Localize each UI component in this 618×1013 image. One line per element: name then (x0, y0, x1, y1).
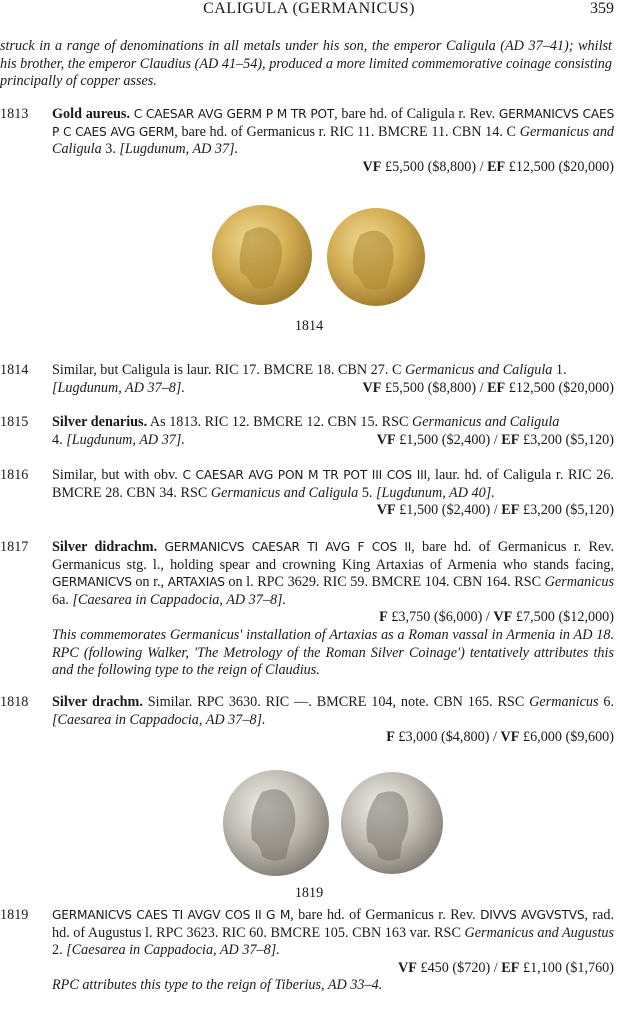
catalogue-entry-1818 (0, 694, 614, 747)
ref-number: 1. (555, 362, 567, 378)
price: £1,100 ($1,760) (522, 959, 614, 976)
mint-date: [Caesarea in Cappadocia, AD 37–8]. (52, 711, 266, 728)
denomination: Silver drachm. (52, 694, 143, 710)
page-title: CALIGULA (GERMANICUS) (203, 0, 415, 17)
grade: EF (487, 158, 506, 175)
grade: VF (376, 431, 396, 448)
denomination: Silver didrachm. (52, 539, 158, 555)
price: £3,000 ($4,800) (398, 729, 490, 746)
references: on l. RPC 3629. RIC 59. BMCRE 104. CBN 164. RSC (228, 574, 542, 591)
ref-title: Germanicus and Caligula (210, 484, 359, 501)
entry-number: 1816 (0, 467, 29, 483)
grade: EF (501, 959, 520, 976)
reverse-legend: DIVVS AVGVSTVS (480, 908, 585, 922)
grade: VF (362, 379, 382, 396)
figure-caption: 1819 (294, 885, 324, 901)
description: Similar, but with obv. (52, 467, 178, 483)
ref-title: Germanicus and Caligula (52, 123, 615, 158)
reverse-legend: GERMANICVS CAES P C CAES AVG GERM (52, 107, 614, 139)
entry-number: 1815 (0, 414, 29, 430)
grade: VF (362, 158, 382, 175)
description: , bare hd. of Germanicus r. Rev. Germanicus stg. l., holding spear and crowning King Artaxias of Armenia who stands facing, (52, 539, 615, 573)
mint-date: [Lugdunum, AD 37–8]. (52, 379, 185, 396)
denomination: Silver denarius. (52, 414, 148, 430)
intro-paragraph: struck in a range of denominations in all metals under his son, the emperor Caligula (AD 37–41); whilst his brother, the emperor Claudius (AD 41–54), produced a more limited commemorative coinage consisting principally of copper asses. (0, 38, 612, 90)
price: £1,500 ($2,400) (399, 502, 491, 519)
description: , bare hd. of Germanicus r. Rev. (290, 907, 476, 923)
entry-number: 1817 (0, 539, 29, 555)
grade: F (379, 609, 388, 626)
grade: VF (398, 959, 417, 976)
price: £1,500 ($2,400) (399, 431, 491, 448)
references: , bare hd. of Germanicus r. RIC 11. BMCRE 11. CBN 14. C (174, 123, 517, 140)
entry-note: This commemorates Germanicus' installation of Artaxias as a Roman vassal in Armenia in AD 18. RPC (following Walker, 'The Metrology of the Roman Silver Coinage') tentatively attributes this and the following type to the reign of Claudius. (52, 626, 614, 679)
price: £3,200 ($5,120) (522, 502, 614, 519)
price: £12,500 ($20,000) (508, 158, 614, 175)
catalogue-entry-1819 (0, 907, 614, 995)
coin-figure-1819 (0, 768, 618, 904)
price: £12,500 ($20,000) (508, 379, 614, 396)
ref-title: Germanicus (529, 694, 599, 710)
grade: EF (501, 502, 520, 519)
ref-number: 2. (52, 942, 63, 959)
price: £450 ($720) (420, 959, 491, 976)
catalogue-entry-1813 (0, 106, 614, 176)
ref-number: 6a. (52, 591, 69, 608)
ref-title: Germanicus and Caligula (412, 414, 560, 430)
catalogue-entry-1817 (0, 539, 614, 680)
mint-date: [Lugdunum, AD 37]. (66, 431, 185, 448)
grade: EF (487, 379, 506, 396)
catalogue-entry-1815 (0, 414, 614, 449)
obverse-legend: GERMANICVS CAES TI AVGV COS II G M (52, 908, 291, 922)
price-line: VF £5,500 ($8,800) / EF £12,500 ($20,000) (362, 379, 614, 396)
ref-number: 3. (105, 141, 116, 158)
entry-number: 1819 (0, 907, 29, 923)
mint-date: [Caesarea in Cappadocia, AD 37–8]. (66, 942, 280, 959)
reverse-legend: ARTAXIAS (167, 575, 225, 590)
price-line: F £3,750 ($6,000) / VF £7,500 ($12,000) (379, 609, 614, 626)
obverse-legend: GERMANICVS CAESAR TI AVG F COS II (164, 540, 412, 554)
price: £3,750 ($6,000) (391, 609, 483, 626)
description: on r., (135, 574, 165, 591)
denomination: Gold aureus. (52, 106, 130, 122)
references: , rad. hd. of Augustus l. RPC 3623. RIC 60. BMCRE 105. CBN 163 var. RSC (52, 907, 614, 941)
grade: F (386, 729, 395, 746)
grade: VF (493, 609, 513, 626)
mint-date: [Lugdunum, AD 37]. (119, 141, 239, 158)
ref-title: Germanicus and Augustus (464, 924, 615, 941)
references: , laur. hd. of Caligula r. RIC 26. BMCRE 28. CBN 34. RSC (52, 467, 614, 501)
entry-note: RPC attributes this type to the reign of Tiberius, AD 33–4. (52, 977, 383, 994)
reverse-legend: GERMANICVS (52, 575, 132, 590)
grade: VF (376, 502, 396, 519)
price-line: VF £450 ($720) / EF £1,100 ($1,760) (398, 959, 614, 976)
ref-title: Germanicus and Caligula (404, 362, 553, 378)
description: , bare hd. of Caligula r. Rev. (334, 106, 496, 122)
figure-caption: 1814 (294, 318, 324, 334)
entry-number: 1818 (0, 694, 29, 710)
price: £5,500 ($8,800) (385, 158, 477, 175)
price: £5,500 ($8,800) (385, 379, 477, 396)
price: £3,200 ($5,120) (522, 431, 614, 448)
ref-number: 4. (52, 431, 63, 448)
description: As 1813. RIC 12. BMCRE 12. CBN 15. RSC (149, 414, 409, 430)
ref-number: 5. (361, 484, 373, 501)
price: £6,000 ($9,600) (522, 729, 614, 746)
coin-pair-image (0, 205, 618, 315)
price-line: VF £1,500 ($2,400) / EF £3,200 ($5,120) (376, 431, 614, 448)
price-line: VF £1,500 ($2,400) / EF £3,200 ($5,120) (376, 502, 614, 519)
obverse-legend: C CAESAR AVG PON M TR POT III COS III (182, 468, 427, 482)
running-header (0, 0, 618, 22)
price-line: F £3,000 ($4,800) / VF £6,000 ($9,600) (386, 729, 614, 746)
entry-number: 1814 (0, 362, 29, 378)
catalogue-entry-1816 (0, 467, 614, 520)
grade: EF (501, 431, 520, 448)
coin-figure-1814 (0, 205, 618, 345)
coin-pair-image (0, 768, 618, 880)
catalogue-entry-1814 (0, 362, 614, 397)
entry-number: 1813 (0, 106, 29, 122)
mint-date: [Caesarea in Cappadocia, AD 37–8]. (72, 591, 287, 608)
mint-date: [Lugdunum, AD 40]. (376, 484, 495, 501)
obverse-legend: C CAESAR AVG GERM P M TR POT (133, 107, 335, 121)
description: Similar, but Caligula is laur. RIC 17. BMCRE 18. CBN 27. C (52, 362, 402, 378)
description: Similar. RPC 3630. RIC —. BMCRE 104, note. CBN 165. RSC (147, 694, 525, 710)
ref-number: 6. (603, 694, 615, 710)
ref-title: Germanicus (544, 574, 615, 591)
grade: VF (500, 729, 520, 746)
page-number: 359 (590, 0, 614, 17)
price-line: VF £5,500 ($8,800) / EF £12,500 ($20,000) (362, 158, 614, 175)
price: £7,500 ($12,000) (515, 609, 614, 626)
